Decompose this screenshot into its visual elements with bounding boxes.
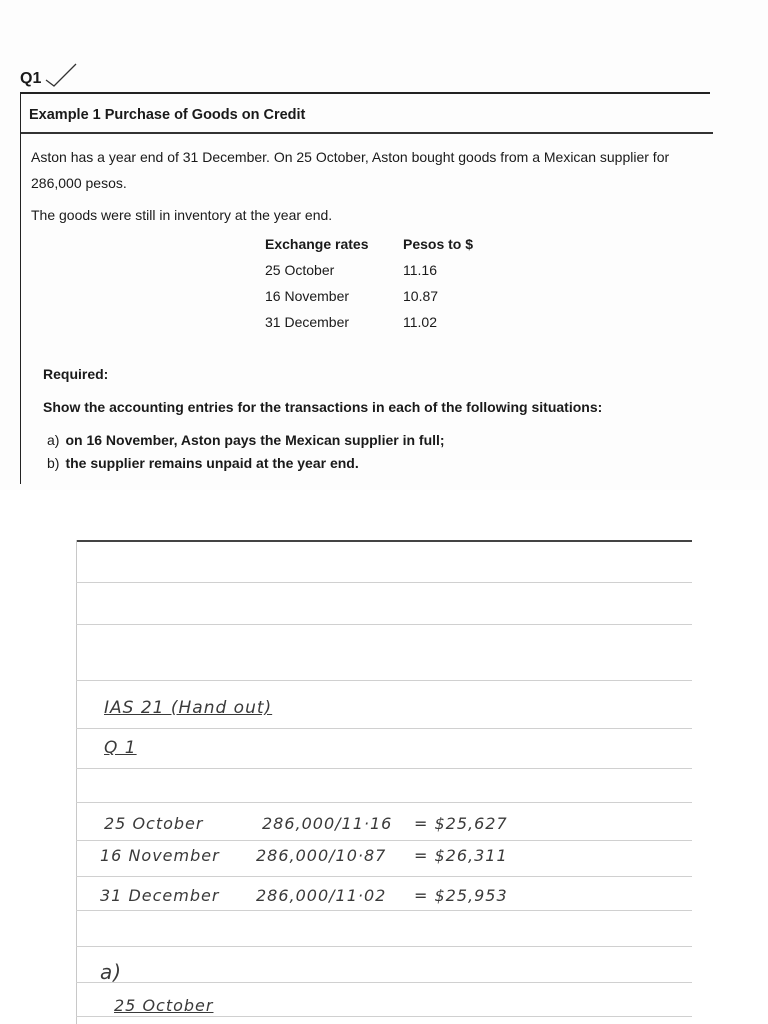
situation-text: on 16 November, Aston pays the Mexican supplier in full;	[65, 432, 445, 448]
ruled-line	[76, 728, 692, 729]
handwritten-notes	[76, 540, 692, 1024]
calc-formula: 286,000/11·16	[262, 814, 393, 833]
situation-label: a)	[47, 432, 60, 448]
rate-value: 10.87	[403, 288, 439, 304]
calc-date: 16 November	[100, 846, 220, 865]
required-label: Required:	[43, 366, 109, 382]
calc-result: = $25,953	[414, 886, 508, 905]
inventory-paragraph: The goods were still in inventory at the year end.	[31, 207, 333, 223]
calc-date: 25 October	[104, 814, 204, 833]
notes-part-date: 25 October	[114, 996, 214, 1015]
calc-date: 31 December	[100, 886, 220, 905]
ruled-line	[76, 982, 692, 983]
checkmark-icon	[44, 62, 78, 88]
ruled-line	[76, 876, 692, 877]
ruled-line	[76, 768, 692, 769]
notebook-top-edge	[76, 540, 692, 542]
example-title: Example 1 Purchase of Goods on Credit	[29, 107, 306, 123]
ruled-line	[76, 802, 692, 803]
rate-value: 11.16	[403, 262, 437, 278]
question-number: Q1	[20, 70, 42, 87]
situation-a	[47, 432, 445, 448]
ruled-line	[76, 946, 692, 947]
rate-date: 25 October	[265, 262, 335, 278]
ruled-line	[76, 582, 692, 583]
ruled-line	[76, 1016, 692, 1017]
situation-text: the supplier remains unpaid at the year end.	[65, 455, 359, 471]
rates-header-value: Pesos to $	[403, 236, 474, 252]
notes-question-ref: Q 1	[104, 738, 137, 758]
title-divider	[21, 132, 713, 134]
rate-date: 31 December	[265, 314, 350, 330]
calc-formula: 286,000/10·87	[256, 846, 387, 865]
situation-b	[47, 455, 359, 471]
rate-value: 11.02	[403, 314, 437, 330]
notebook-margin	[76, 540, 77, 1024]
notes-part-label: a)	[100, 960, 123, 984]
example-box	[20, 94, 713, 484]
scenario-paragraph: Aston has a year end of 31 December. On 25 October, Aston bought goods from a Mexican supplier for 286,000 pesos.	[31, 149, 670, 191]
calc-result: = $25,627	[414, 814, 508, 833]
ruled-line	[76, 840, 692, 841]
ruled-line	[76, 624, 692, 625]
rates-header-date: Exchange rates	[265, 236, 369, 252]
rate-date: 16 November	[265, 288, 350, 304]
instruction-text: Show the accounting entries for the transactions in each of the following situations:	[43, 399, 603, 415]
ruled-line	[76, 910, 692, 911]
situation-label: b)	[47, 455, 60, 471]
calc-result: = $26,311	[414, 846, 508, 865]
printed-question	[0, 0, 768, 490]
ruled-line	[76, 680, 692, 681]
notes-heading: IAS 21 (Hand out)	[104, 698, 273, 718]
calc-formula: 286,000/11·02	[256, 886, 387, 905]
